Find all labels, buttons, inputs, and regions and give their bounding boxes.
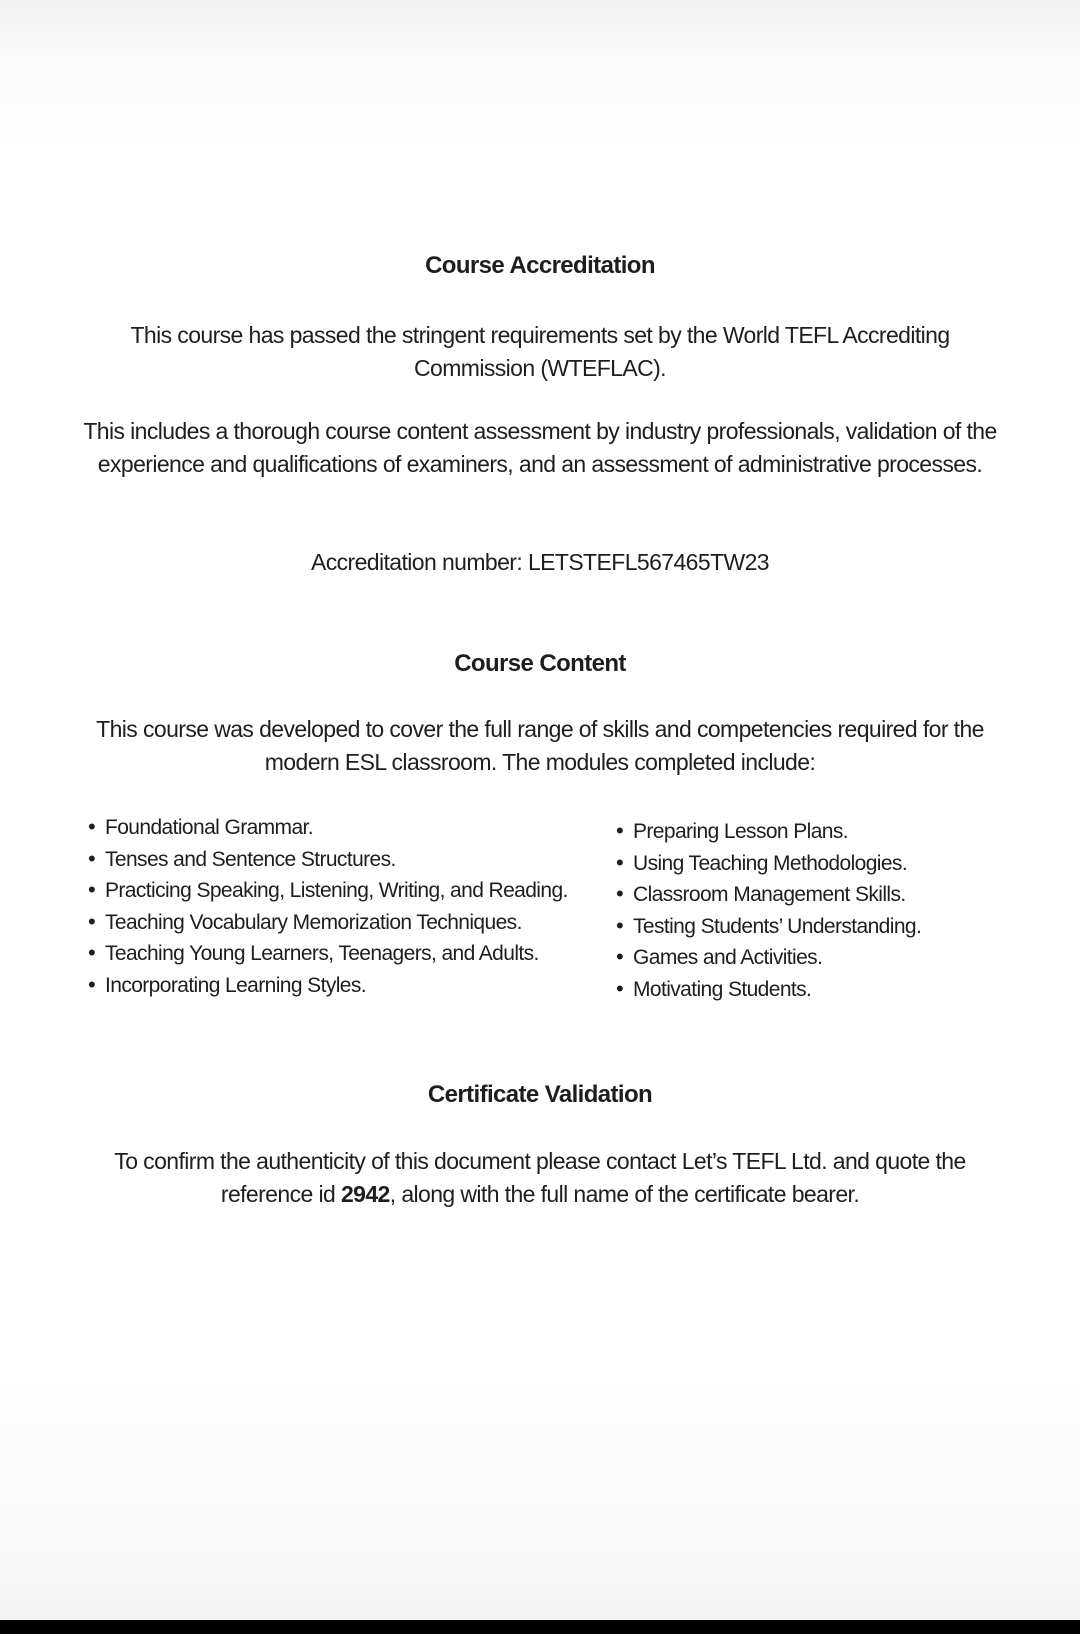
module-item: • Games and Activities. xyxy=(616,942,921,974)
module-item: • Foundational Grammar. xyxy=(88,812,568,844)
module-item: • Teaching Young Learners, Teenagers, and Adults. xyxy=(88,938,568,970)
course-accreditation-heading: Course Accreditation xyxy=(425,252,655,279)
validation-text-end: , along with the full name of the certificate bearer. xyxy=(389,1181,860,1207)
validation-text-start: To confirm the authenticity of this document please contact Let’s TEFL Ltd. and quote the reference id xyxy=(114,1148,966,1207)
accreditation-number-label: Accreditation number: xyxy=(311,549,523,575)
certificate-validation-heading: Certificate Validation xyxy=(427,1081,653,1108)
modules-list-left xyxy=(88,812,568,1001)
course-content-intro: This course was developed to cover the full range of skills and competencies required for the modern ESL classroom. The modules completed include: xyxy=(96,716,984,775)
accreditation-number-line xyxy=(70,546,1010,579)
modules-list-right xyxy=(616,816,921,1005)
accreditation-paragraph: This course has passed the stringent requirements set by the World TEFL Accrediting Commission (WTEFLAC). xyxy=(130,322,950,381)
module-item: • Testing Students’ Understanding. xyxy=(616,911,921,943)
module-item: • Practicing Speaking, Listening, Writing, and Reading. xyxy=(88,875,568,907)
accreditation-number-value: LETSTEFL567465TW23 xyxy=(527,549,769,575)
validation-paragraph xyxy=(70,1145,1010,1211)
module-item: • Tenses and Sentence Structures. xyxy=(88,844,568,876)
module-item: • Motivating Students. xyxy=(616,974,921,1006)
module-item: • Using Teaching Methodologies. xyxy=(616,848,921,880)
reference-id: 2942 xyxy=(340,1181,390,1207)
module-item: • Preparing Lesson Plans. xyxy=(616,816,921,848)
assessment-paragraph: This includes a thorough course content assessment by industry professionals, validation of the experience and qualifications of examiners, and an assessment of administrative processes. xyxy=(83,418,997,477)
bottom-edge-bar xyxy=(0,1620,1080,1634)
module-item: • Classroom Management Skills. xyxy=(616,879,921,911)
module-item: • Teaching Vocabulary Memorization Techniques. xyxy=(88,907,568,939)
course-content-heading: Course Content xyxy=(454,650,626,677)
module-item: • Incorporating Learning Styles. xyxy=(88,970,568,1002)
